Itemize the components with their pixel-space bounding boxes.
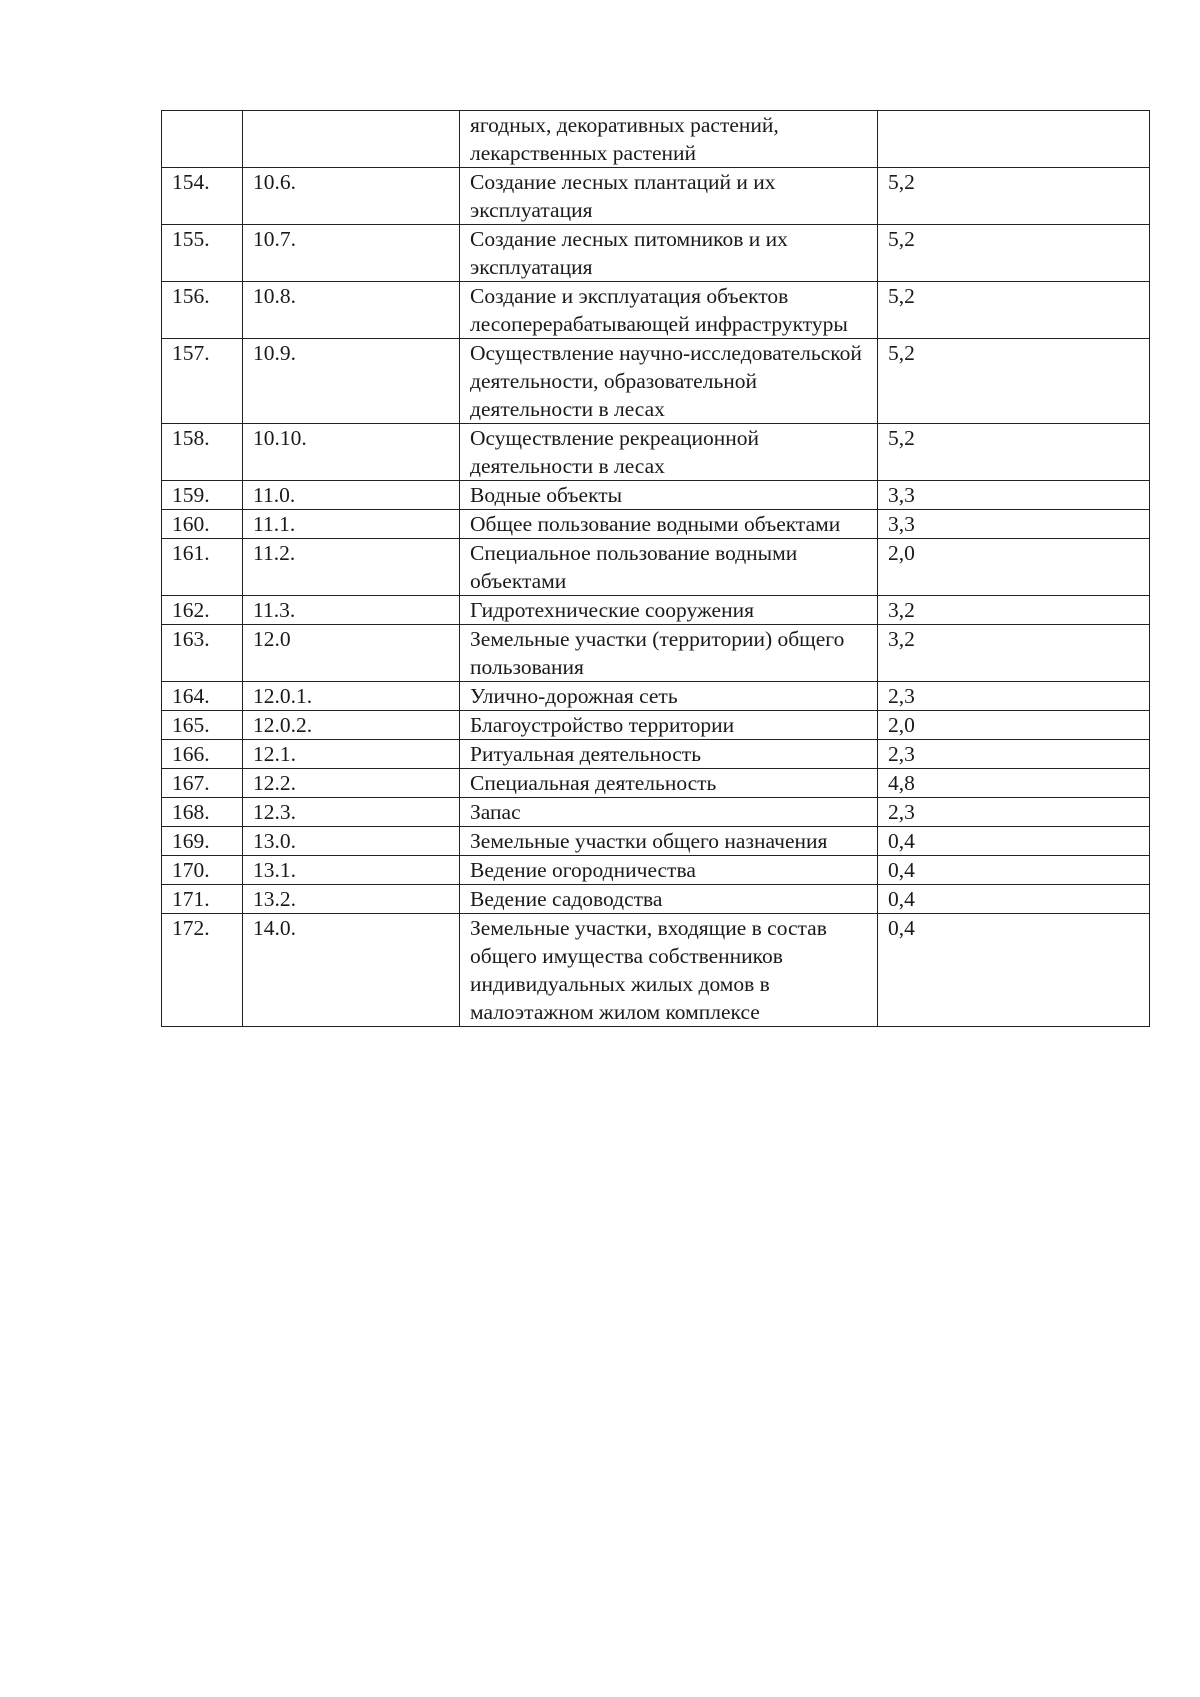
- description-cell-text: Водные объекты: [470, 483, 623, 507]
- value-cell-text: 5,2: [888, 227, 915, 251]
- value-cell-text: 2,3: [888, 742, 915, 766]
- row-number-cell-text: 171.: [172, 887, 210, 911]
- code-cell: [243, 339, 460, 424]
- description-cell-text: Общее пользование водными объектами: [470, 512, 841, 536]
- description-cell: [460, 225, 878, 282]
- code-cell: [243, 539, 460, 596]
- code-cell: [243, 682, 460, 711]
- row-number-cell: [162, 914, 243, 1027]
- value-cell: [878, 769, 1150, 798]
- description-cell-text: Специальная деятельность: [470, 771, 717, 795]
- code-cell: [243, 769, 460, 798]
- value-cell: [878, 596, 1150, 625]
- value-cell: [878, 424, 1150, 481]
- description-cell-text: Осуществление научно-исследовательской деятельности, образовательной деятельности в лесах: [470, 341, 862, 421]
- row-number-cell: [162, 539, 243, 596]
- row-number-cell-text: 158.: [172, 426, 210, 450]
- description-cell-text: Специальное пользование водными объектами: [470, 541, 798, 593]
- code-cell-text: 11.1.: [253, 512, 296, 536]
- description-cell: [460, 798, 878, 827]
- description-cell-text: Благоустройство территории: [470, 713, 735, 737]
- code-cell: [243, 111, 460, 168]
- description-cell: [460, 682, 878, 711]
- row-number-cell: [162, 481, 243, 510]
- table-row: [162, 885, 1150, 914]
- value-cell-text: 2,3: [888, 800, 915, 824]
- value-cell: [878, 740, 1150, 769]
- row-number-cell: [162, 225, 243, 282]
- description-cell: [460, 282, 878, 339]
- code-cell: [243, 168, 460, 225]
- code-cell: [243, 282, 460, 339]
- value-cell-text: 3,2: [888, 598, 915, 622]
- code-cell-text: 11.2.: [253, 541, 296, 565]
- table-row: [162, 510, 1150, 539]
- code-cell: [243, 625, 460, 682]
- code-cell: [243, 510, 460, 539]
- code-cell-text: 13.2.: [253, 887, 296, 911]
- description-cell: [460, 625, 878, 682]
- code-cell-text: 10.7.: [253, 227, 296, 251]
- code-cell-text: 13.1.: [253, 858, 296, 882]
- value-cell-text: 5,2: [888, 284, 915, 308]
- description-cell-text: Осуществление рекреационной деятельности в лесах: [470, 426, 760, 478]
- value-cell: [878, 711, 1150, 740]
- code-cell-text: 10.10.: [253, 426, 307, 450]
- code-cell: [243, 711, 460, 740]
- value-cell-text: 3,3: [888, 483, 915, 507]
- description-cell: [460, 510, 878, 539]
- value-cell: [878, 510, 1150, 539]
- description-cell: [460, 827, 878, 856]
- description-cell-text: Ритуальная деятельность: [470, 742, 701, 766]
- table-row: [162, 481, 1150, 510]
- value-cell-text: 0,4: [888, 858, 915, 882]
- code-cell: [243, 596, 460, 625]
- row-number-cell: [162, 798, 243, 827]
- value-cell: [878, 682, 1150, 711]
- row-number-cell-text: 165.: [172, 713, 210, 737]
- table-row: [162, 827, 1150, 856]
- row-number-cell-text: 163.: [172, 627, 210, 651]
- code-cell-text: 11.3.: [253, 598, 296, 622]
- value-cell-text: 3,3: [888, 512, 915, 536]
- row-number-cell-text: 160.: [172, 512, 210, 536]
- description-cell-text: Земельные участки (территории) общего пользования: [470, 627, 845, 679]
- row-number-cell: [162, 827, 243, 856]
- code-cell: [243, 225, 460, 282]
- description-cell-text: Земельные участки общего назначения: [470, 829, 828, 853]
- value-cell-text: 4,8: [888, 771, 915, 795]
- row-number-cell: [162, 510, 243, 539]
- code-cell-text: 12.3.: [253, 800, 296, 824]
- description-cell-text: Гидротехнические сооружения: [470, 598, 754, 622]
- row-number-cell: [162, 282, 243, 339]
- data-table: [161, 110, 1150, 1027]
- value-cell-text: 0,4: [888, 887, 915, 911]
- description-cell-text: Создание лесных плантаций и их эксплуатация: [470, 170, 776, 222]
- code-cell: [243, 798, 460, 827]
- code-cell-text: 12.2.: [253, 771, 296, 795]
- row-number-cell: [162, 168, 243, 225]
- value-cell-text: 5,2: [888, 426, 915, 450]
- value-cell: [878, 914, 1150, 1027]
- value-cell: [878, 539, 1150, 596]
- row-number-cell: [162, 856, 243, 885]
- row-number-cell-text: 169.: [172, 829, 210, 853]
- table-body: [162, 111, 1150, 1027]
- table-row: [162, 168, 1150, 225]
- row-number-cell-text: 170.: [172, 858, 210, 882]
- row-number-cell: [162, 424, 243, 481]
- row-number-cell-text: 157.: [172, 341, 210, 365]
- value-cell: [878, 111, 1150, 168]
- row-number-cell: [162, 740, 243, 769]
- code-cell: [243, 885, 460, 914]
- row-number-cell-text: 162.: [172, 598, 210, 622]
- value-cell-text: 0,4: [888, 829, 915, 853]
- code-cell: [243, 856, 460, 885]
- row-number-cell-text: 168.: [172, 800, 210, 824]
- code-cell-text: 10.6.: [253, 170, 296, 194]
- code-cell: [243, 740, 460, 769]
- value-cell: [878, 282, 1150, 339]
- row-number-cell: [162, 769, 243, 798]
- value-cell-text: 5,2: [888, 170, 915, 194]
- row-number-cell: [162, 625, 243, 682]
- value-cell-text: 3,2: [888, 627, 915, 651]
- row-number-cell: [162, 339, 243, 424]
- description-cell: [460, 856, 878, 885]
- description-cell: [460, 111, 878, 168]
- code-cell: [243, 424, 460, 481]
- value-cell-text: 2,3: [888, 684, 915, 708]
- table-row: [162, 711, 1150, 740]
- description-cell-text: Земельные участки, входящие в состав общего имущества собственников индивидуальных жилых домов в малоэтажном жилом комплексе: [470, 916, 827, 1024]
- row-number-cell-text: 172.: [172, 916, 210, 940]
- code-cell-text: 12.0: [253, 627, 291, 651]
- table-row: [162, 798, 1150, 827]
- description-cell: [460, 539, 878, 596]
- table-row: [162, 625, 1150, 682]
- code-cell-text: 14.0.: [253, 916, 296, 940]
- table-row: [162, 682, 1150, 711]
- table-row: [162, 539, 1150, 596]
- value-cell: [878, 827, 1150, 856]
- value-cell: [878, 481, 1150, 510]
- table-row: [162, 769, 1150, 798]
- table-row: [162, 339, 1150, 424]
- value-cell: [878, 856, 1150, 885]
- description-cell-text: Создание лесных питомников и их эксплуатация: [470, 227, 788, 279]
- code-cell: [243, 914, 460, 1027]
- code-cell-text: 12.0.2.: [253, 713, 313, 737]
- row-number-cell: [162, 885, 243, 914]
- code-cell: [243, 481, 460, 510]
- table-row: [162, 225, 1150, 282]
- row-number-cell: [162, 111, 243, 168]
- table-row: [162, 596, 1150, 625]
- description-cell: [460, 885, 878, 914]
- description-cell-text: Ведение садоводства: [470, 887, 663, 911]
- table-row: [162, 856, 1150, 885]
- code-cell-text: 10.9.: [253, 341, 296, 365]
- description-cell-text: Ведение огородничества: [470, 858, 696, 882]
- row-number-cell-text: 155.: [172, 227, 210, 251]
- row-number-cell: [162, 711, 243, 740]
- description-cell: [460, 339, 878, 424]
- description-cell-text: ягодных, декоративных растений, лекарственных растений: [470, 113, 779, 165]
- value-cell-text: 2,0: [888, 713, 915, 737]
- description-cell: [460, 711, 878, 740]
- row-number-cell-text: 161.: [172, 541, 210, 565]
- value-cell: [878, 625, 1150, 682]
- value-cell-text: 5,2: [888, 341, 915, 365]
- code-cell: [243, 827, 460, 856]
- row-number-cell-text: 167.: [172, 771, 210, 795]
- row-number-cell-text: 166.: [172, 742, 210, 766]
- table-row: [162, 914, 1150, 1027]
- table-row: [162, 282, 1150, 339]
- value-cell: [878, 798, 1150, 827]
- description-cell: [460, 424, 878, 481]
- code-cell-text: 10.8.: [253, 284, 296, 308]
- description-cell-text: Создание и эксплуатация объектов лесоперерабатывающей инфраструктуры: [470, 284, 848, 336]
- value-cell: [878, 339, 1150, 424]
- code-cell-text: 11.0.: [253, 483, 296, 507]
- code-cell-text: 13.0.: [253, 829, 296, 853]
- row-number-cell-text: 156.: [172, 284, 210, 308]
- row-number-cell: [162, 596, 243, 625]
- row-number-cell-text: 159.: [172, 483, 210, 507]
- description-cell-text: Улично-дорожная сеть: [470, 684, 678, 708]
- value-cell-text: 0,4: [888, 916, 915, 940]
- description-cell: [460, 914, 878, 1027]
- value-cell: [878, 885, 1150, 914]
- row-number-cell-text: 164.: [172, 684, 210, 708]
- code-cell-text: 12.1.: [253, 742, 296, 766]
- description-cell: [460, 740, 878, 769]
- table-row: [162, 111, 1150, 168]
- value-cell: [878, 168, 1150, 225]
- description-cell: [460, 769, 878, 798]
- table-row: [162, 424, 1150, 481]
- value-cell: [878, 225, 1150, 282]
- description-cell-text: Запас: [470, 800, 521, 824]
- row-number-cell-text: 154.: [172, 170, 210, 194]
- code-cell-text: 12.0.1.: [253, 684, 313, 708]
- description-cell: [460, 596, 878, 625]
- description-cell: [460, 481, 878, 510]
- row-number-cell: [162, 682, 243, 711]
- value-cell-text: 2,0: [888, 541, 915, 565]
- description-cell: [460, 168, 878, 225]
- table-row: [162, 740, 1150, 769]
